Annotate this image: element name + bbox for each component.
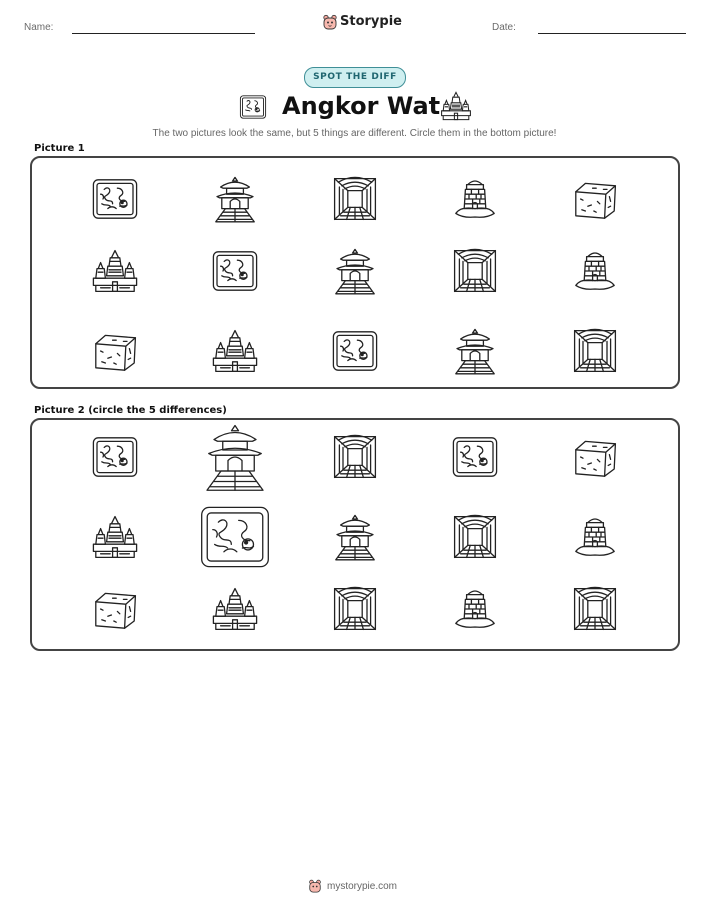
footer-url[interactable]: mystorypie.com — [327, 881, 398, 892]
name-line[interactable] — [72, 33, 255, 34]
carved-relief-icon[interactable] — [202, 507, 269, 566]
footer — [308, 879, 418, 897]
corridor-icon[interactable] — [575, 329, 616, 371]
pie-mascot-icon — [322, 14, 338, 30]
temple-icon[interactable] — [213, 331, 256, 372]
pagoda-gate-icon[interactable] — [456, 329, 494, 373]
pie-mascot-icon — [308, 879, 322, 893]
carved-relief-icon[interactable] — [213, 252, 256, 290]
round-tower-icon[interactable] — [456, 591, 494, 627]
round-tower-icon[interactable] — [576, 519, 614, 555]
brand-name: Storypie — [340, 14, 402, 29]
stone-block-icon[interactable] — [576, 183, 616, 218]
corridor-icon[interactable] — [575, 587, 616, 629]
corridor-icon[interactable] — [455, 249, 496, 291]
date-label: Date: — [492, 22, 516, 33]
pagoda-gate-icon[interactable] — [207, 426, 263, 491]
corridor-icon[interactable] — [455, 515, 496, 557]
carved-relief-icon[interactable] — [333, 332, 376, 370]
picture1-grid — [32, 158, 682, 391]
brand-logo — [322, 14, 402, 32]
corridor-icon[interactable] — [335, 177, 376, 219]
page-title: Angkor Wat — [282, 92, 441, 120]
title-relief-icon — [236, 93, 272, 121]
carved-relief-icon — [236, 93, 270, 121]
carved-relief-icon[interactable] — [93, 438, 136, 476]
round-tower-icon[interactable] — [456, 181, 494, 217]
temple-icon — [440, 90, 472, 122]
picture2-panel[interactable] — [30, 418, 680, 651]
temple-icon[interactable] — [93, 517, 136, 558]
picture1-label: Picture 1 — [34, 143, 85, 154]
pagoda-gate-icon[interactable] — [336, 515, 374, 559]
carved-relief-icon[interactable] — [93, 180, 136, 218]
spot-the-diff-badge: SPOT THE DIFF — [304, 67, 406, 88]
picture1-panel[interactable] — [30, 156, 680, 389]
carved-relief-icon[interactable] — [453, 438, 496, 476]
temple-icon[interactable] — [213, 589, 256, 630]
stone-block-icon[interactable] — [576, 441, 616, 476]
picture2-grid — [32, 420, 682, 653]
instructions: The two pictures look the same, but 5 things are different. Circle them in the bottom picture! — [152, 128, 557, 139]
temple-icon[interactable] — [93, 251, 136, 292]
stone-block-icon[interactable] — [96, 335, 136, 370]
corridor-icon[interactable] — [335, 435, 376, 477]
pagoda-gate-icon[interactable] — [216, 177, 254, 221]
name-label: Name: — [24, 22, 54, 33]
stone-block-icon[interactable] — [96, 593, 136, 628]
pagoda-gate-icon[interactable] — [336, 249, 374, 293]
round-tower-icon[interactable] — [576, 253, 614, 289]
corridor-icon[interactable] — [335, 587, 376, 629]
picture2-label: Picture 2 (circle the 5 differences) — [34, 405, 227, 416]
title-temple-icon — [440, 90, 472, 122]
date-line[interactable] — [538, 33, 686, 34]
